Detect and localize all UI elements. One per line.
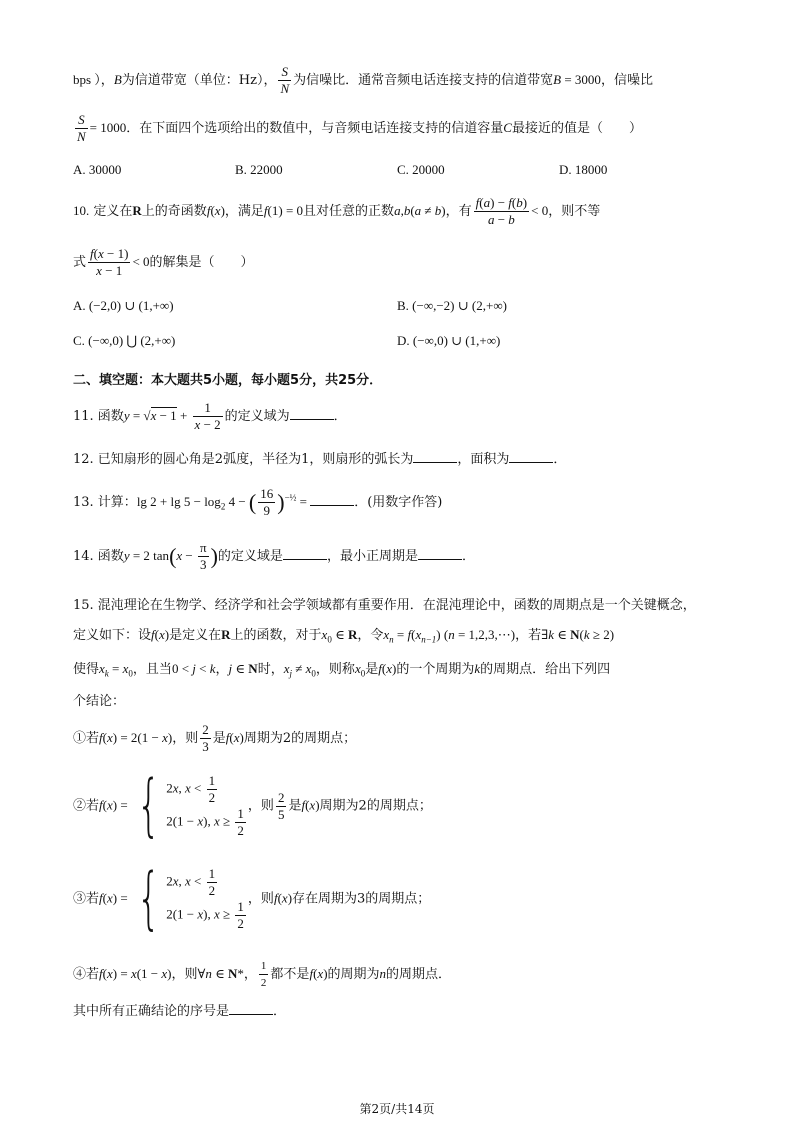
q15-conclusion-1: ①若f(x) = 2(1 − x)，则 $\frac{2}{3}$ 是f(x)周期为2的周期点；: [73, 722, 357, 754]
q15-conclusion-4: ④若f(x) = x(1 − x)，则∀n ∈ N*， $\frac{1}{2}$ 都不是f(x)的周期为n的周期点．: [73, 960, 452, 989]
answer-blank[interactable]: [283, 547, 327, 560]
answer-blank[interactable]: [509, 450, 553, 463]
q15-p1: 15. 混沌理论在生物学、经济学和社会学领域都有重要作用．在混沌理论中，函数的周期点是一个关键概念，: [73, 598, 696, 613]
q15-p2: 定义如下：设f(x)是定义在R上的函数，对于$x_0$ ∈ R，令$x_n = f(x_{n-1}) (n$ = 1,2,3,⋯)，若∃k ∈ N(k ≥ 2): [73, 627, 615, 645]
q9-line2: $\frac{S}{N}$ = 1000．在下面四个选项给出的数值中，与音频电话连接支持的信道容量C最接近的值是（ ）: [77, 112, 642, 144]
q15-conclusion-3: ③若f(x) = { 2x, x < $\frac{1}{2}$ 2(1 − x), x ≥ $\frac{1}{2}$ ，则f(x)存在周期为3的周期点；: [73, 859, 431, 938]
q10-option-d: D. (−∞,0) ∪ (1,+∞): [397, 333, 501, 348]
q9-option-d: D. 18000: [559, 162, 608, 177]
answer-blank[interactable]: [290, 407, 334, 420]
q9-line1: bps ），B为信道带宽（单位：Hz）， $\frac{S}{N}$ 为信噪比．通常音频电话连接支持的信道带宽B = 3000，信噪比: [73, 64, 653, 96]
q9-option-a: A. 30000: [73, 162, 122, 177]
q9-option-c: C. 20000: [397, 162, 445, 177]
answer-blank[interactable]: [418, 547, 462, 560]
q9-option-b: B. 22000: [235, 162, 283, 177]
q10-option-c: C. (−∞,0) ⋃ (2,+∞): [73, 333, 176, 348]
q13: 13. 计算：$\lg 2 + \lg 5 - \log_2 4$ − ( $\frac{16}{9}$ )$^{-\frac{1}{2}}$ = ．(用数字作答): [73, 486, 443, 518]
q12: 12. 已知扇形的圆心角是2弧度，半径为1，则扇形的弧长为 ，面积为 ．: [73, 452, 567, 467]
q15-conclusion-2: ②若f(x) = { 2x, x < $\frac{1}{2}$ 2(1 − x), x ≥ $\frac{1}{2}$ ，则 $\frac{2}{5}$ 是f(x)周期为2的周期点；: [73, 766, 432, 845]
q15-p3: 使得$x_k = x_0$，且当0 < j < k，j ∈ N时，$x_j \ne x_0$，则称$x_0$是f(x)的一个周期为k的周期点．给出下列四: [73, 661, 611, 679]
q15-final: 其中所有正确结论的序号是 ．: [73, 1004, 287, 1019]
q14: 14. 函数y = 2 tan(x − $\frac{\pi}{3}$ )的定义域是 ，最小正周期是 ．: [73, 540, 475, 572]
q10-line1: 10. 定义在R上的奇函数f(x)，满足f(1) = 0且对任意的正数a,b(a ≠ b)，有 $\frac{f(a) - f(b)}{a - b}$ < 0，则不等: [73, 195, 601, 227]
q10-option-b: B. (−∞,−2) ∪ (2,+∞): [397, 298, 507, 313]
page-footer: 第2页/共14页: [359, 1102, 435, 1116]
q10-option-a: A. (−2,0) ∪ (1,+∞): [73, 298, 174, 313]
answer-blank[interactable]: [310, 493, 354, 506]
q15-p4: 个结论：: [73, 694, 126, 709]
q11: 11. 函数y = √x − 1 + $\frac{1}{x - 2}$ 的定义域为 ．: [73, 400, 347, 432]
answer-blank[interactable]: [413, 450, 457, 463]
answer-blank[interactable]: [229, 1002, 273, 1015]
section-heading: 二、填空题：本大题共5小题，每小题5分，共25分．: [73, 373, 383, 388]
snr-fraction: $\frac{S}{N}$: [280, 64, 290, 96]
q10-line2: 式 $\frac{f(x - 1)}{x - 1}$ < 0的解集是（ ）: [73, 246, 254, 278]
